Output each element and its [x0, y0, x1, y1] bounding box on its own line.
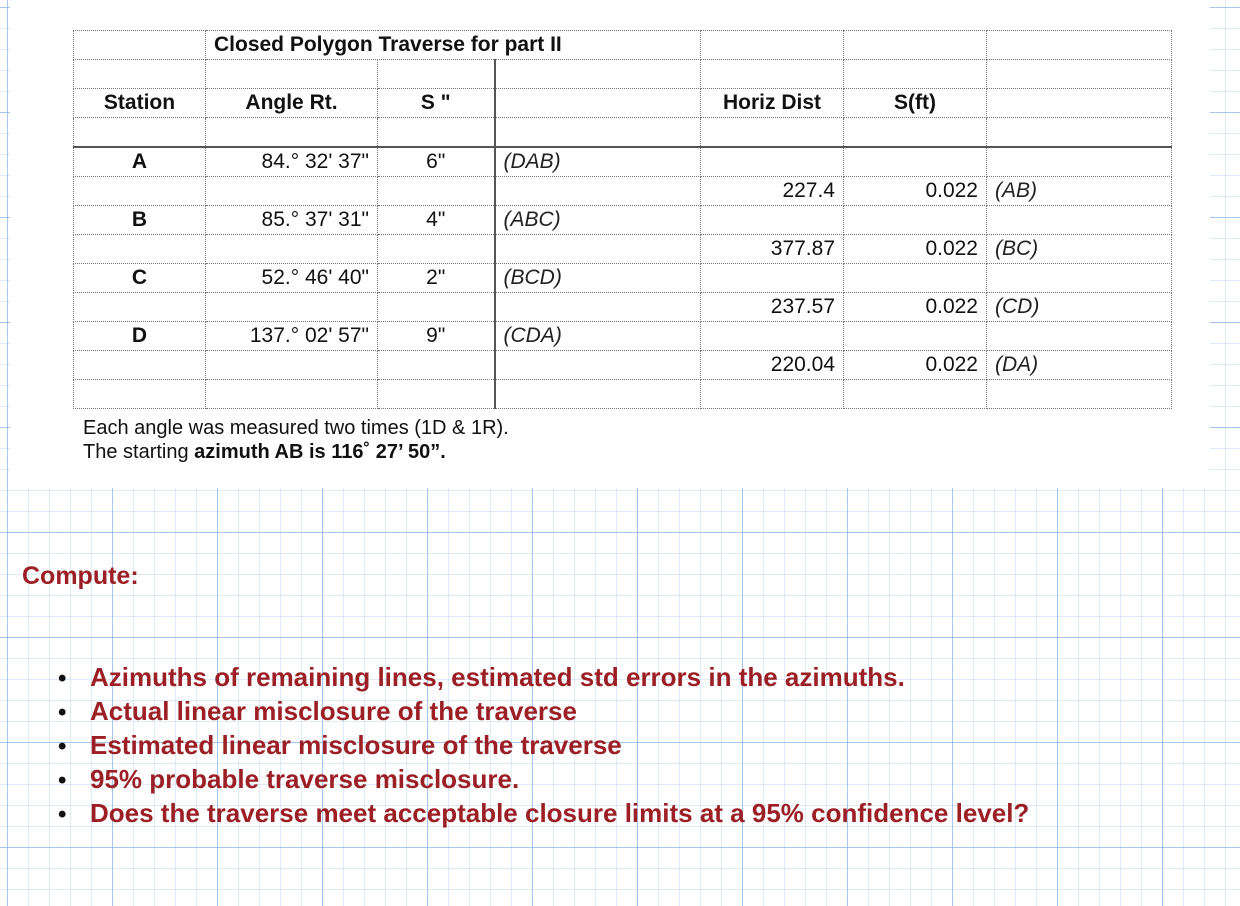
task-text: Azimuths of remaining lines, estimated std errors in the azimuths. — [90, 662, 905, 692]
bullet-icon: • — [58, 801, 67, 828]
s-cell: 6" — [378, 147, 495, 177]
station-cell: C — [74, 264, 206, 293]
note-line-2 — [83, 440, 509, 464]
angle-cell: 85.° 37' 31" — [206, 206, 378, 235]
station-cell: D — [74, 322, 206, 351]
table-row — [74, 322, 1172, 351]
notes — [83, 416, 509, 464]
table-row — [74, 147, 1172, 177]
angle-cell: 84.° 32' 37" — [206, 147, 378, 177]
table-row — [74, 235, 1172, 264]
header-angle: Angle Rt. — [206, 89, 378, 118]
angle-label: (CDA) — [495, 322, 701, 351]
sft-cell: 0.022 — [844, 177, 987, 206]
angle-cell: 137.° 02' 57" — [206, 322, 378, 351]
s-cell: 4" — [378, 206, 495, 235]
task-text: Estimated linear misclosure of the traverse — [90, 730, 622, 760]
sft-cell: 0.022 — [844, 351, 987, 380]
table-header-row — [74, 89, 1172, 118]
list-item — [58, 660, 1029, 694]
station-cell: A — [74, 147, 206, 177]
sft-cell: 0.022 — [844, 235, 987, 264]
compute-heading: Compute: — [22, 562, 139, 590]
line-label: (BC) — [987, 235, 1172, 264]
table-row — [74, 206, 1172, 235]
table-cell — [844, 31, 987, 60]
note-prefix: The starting — [83, 441, 195, 463]
dist-cell: 227.4 — [701, 177, 844, 206]
s-cell: 9" — [378, 322, 495, 351]
table-title: Closed Polygon Traverse for part II — [206, 31, 701, 60]
dist-cell: 237.57 — [701, 293, 844, 322]
bullet-icon: • — [58, 733, 67, 760]
bullet-icon: • — [58, 767, 67, 794]
table-row — [74, 293, 1172, 322]
line-label: (DA) — [987, 351, 1172, 380]
bullet-icon: • — [58, 699, 67, 726]
list-item — [58, 796, 1029, 830]
azimuth-note: azimuth AB is 116˚ 27’ 50”. — [194, 441, 446, 463]
line-label: (CD) — [987, 293, 1172, 322]
list-item — [58, 694, 1029, 728]
bullet-icon: • — [58, 665, 67, 692]
table-row — [74, 380, 1172, 409]
header-s: S " — [378, 89, 495, 118]
line-label: (AB) — [987, 177, 1172, 206]
table-row — [74, 264, 1172, 293]
angle-cell: 52.° 46' 40" — [206, 264, 378, 293]
header-s-ft: S(ft) — [844, 89, 987, 118]
note-line-1: Each angle was measured two times (1D & 1R). — [83, 417, 509, 439]
table-row — [74, 118, 1172, 148]
task-text: 95% probable traverse misclosure. — [90, 764, 520, 794]
task-text: Actual linear misclosure of the traverse — [90, 696, 577, 726]
angle-label: (DAB) — [495, 147, 701, 177]
angle-label: (ABC) — [495, 206, 701, 235]
task-list — [58, 660, 1029, 830]
dist-cell: 377.87 — [701, 235, 844, 264]
dist-cell: 220.04 — [701, 351, 844, 380]
station-cell: B — [74, 206, 206, 235]
angle-label: (BCD) — [495, 264, 701, 293]
list-item — [58, 762, 1029, 796]
sft-cell: 0.022 — [844, 293, 987, 322]
table-row — [74, 177, 1172, 206]
header-horiz-dist: Horiz Dist — [701, 89, 844, 118]
list-item — [58, 728, 1029, 762]
header-station: Station — [74, 89, 206, 118]
table-row — [74, 351, 1172, 380]
table-row — [74, 31, 1172, 60]
table-cell — [701, 31, 844, 60]
table-cell — [987, 31, 1172, 60]
table-row — [74, 60, 1172, 89]
s-cell: 2" — [378, 264, 495, 293]
task-text: Does the traverse meet acceptable closure limits at a 95% confidence level? — [90, 798, 1030, 828]
traverse-table — [73, 30, 1172, 409]
table-cell — [74, 31, 206, 60]
